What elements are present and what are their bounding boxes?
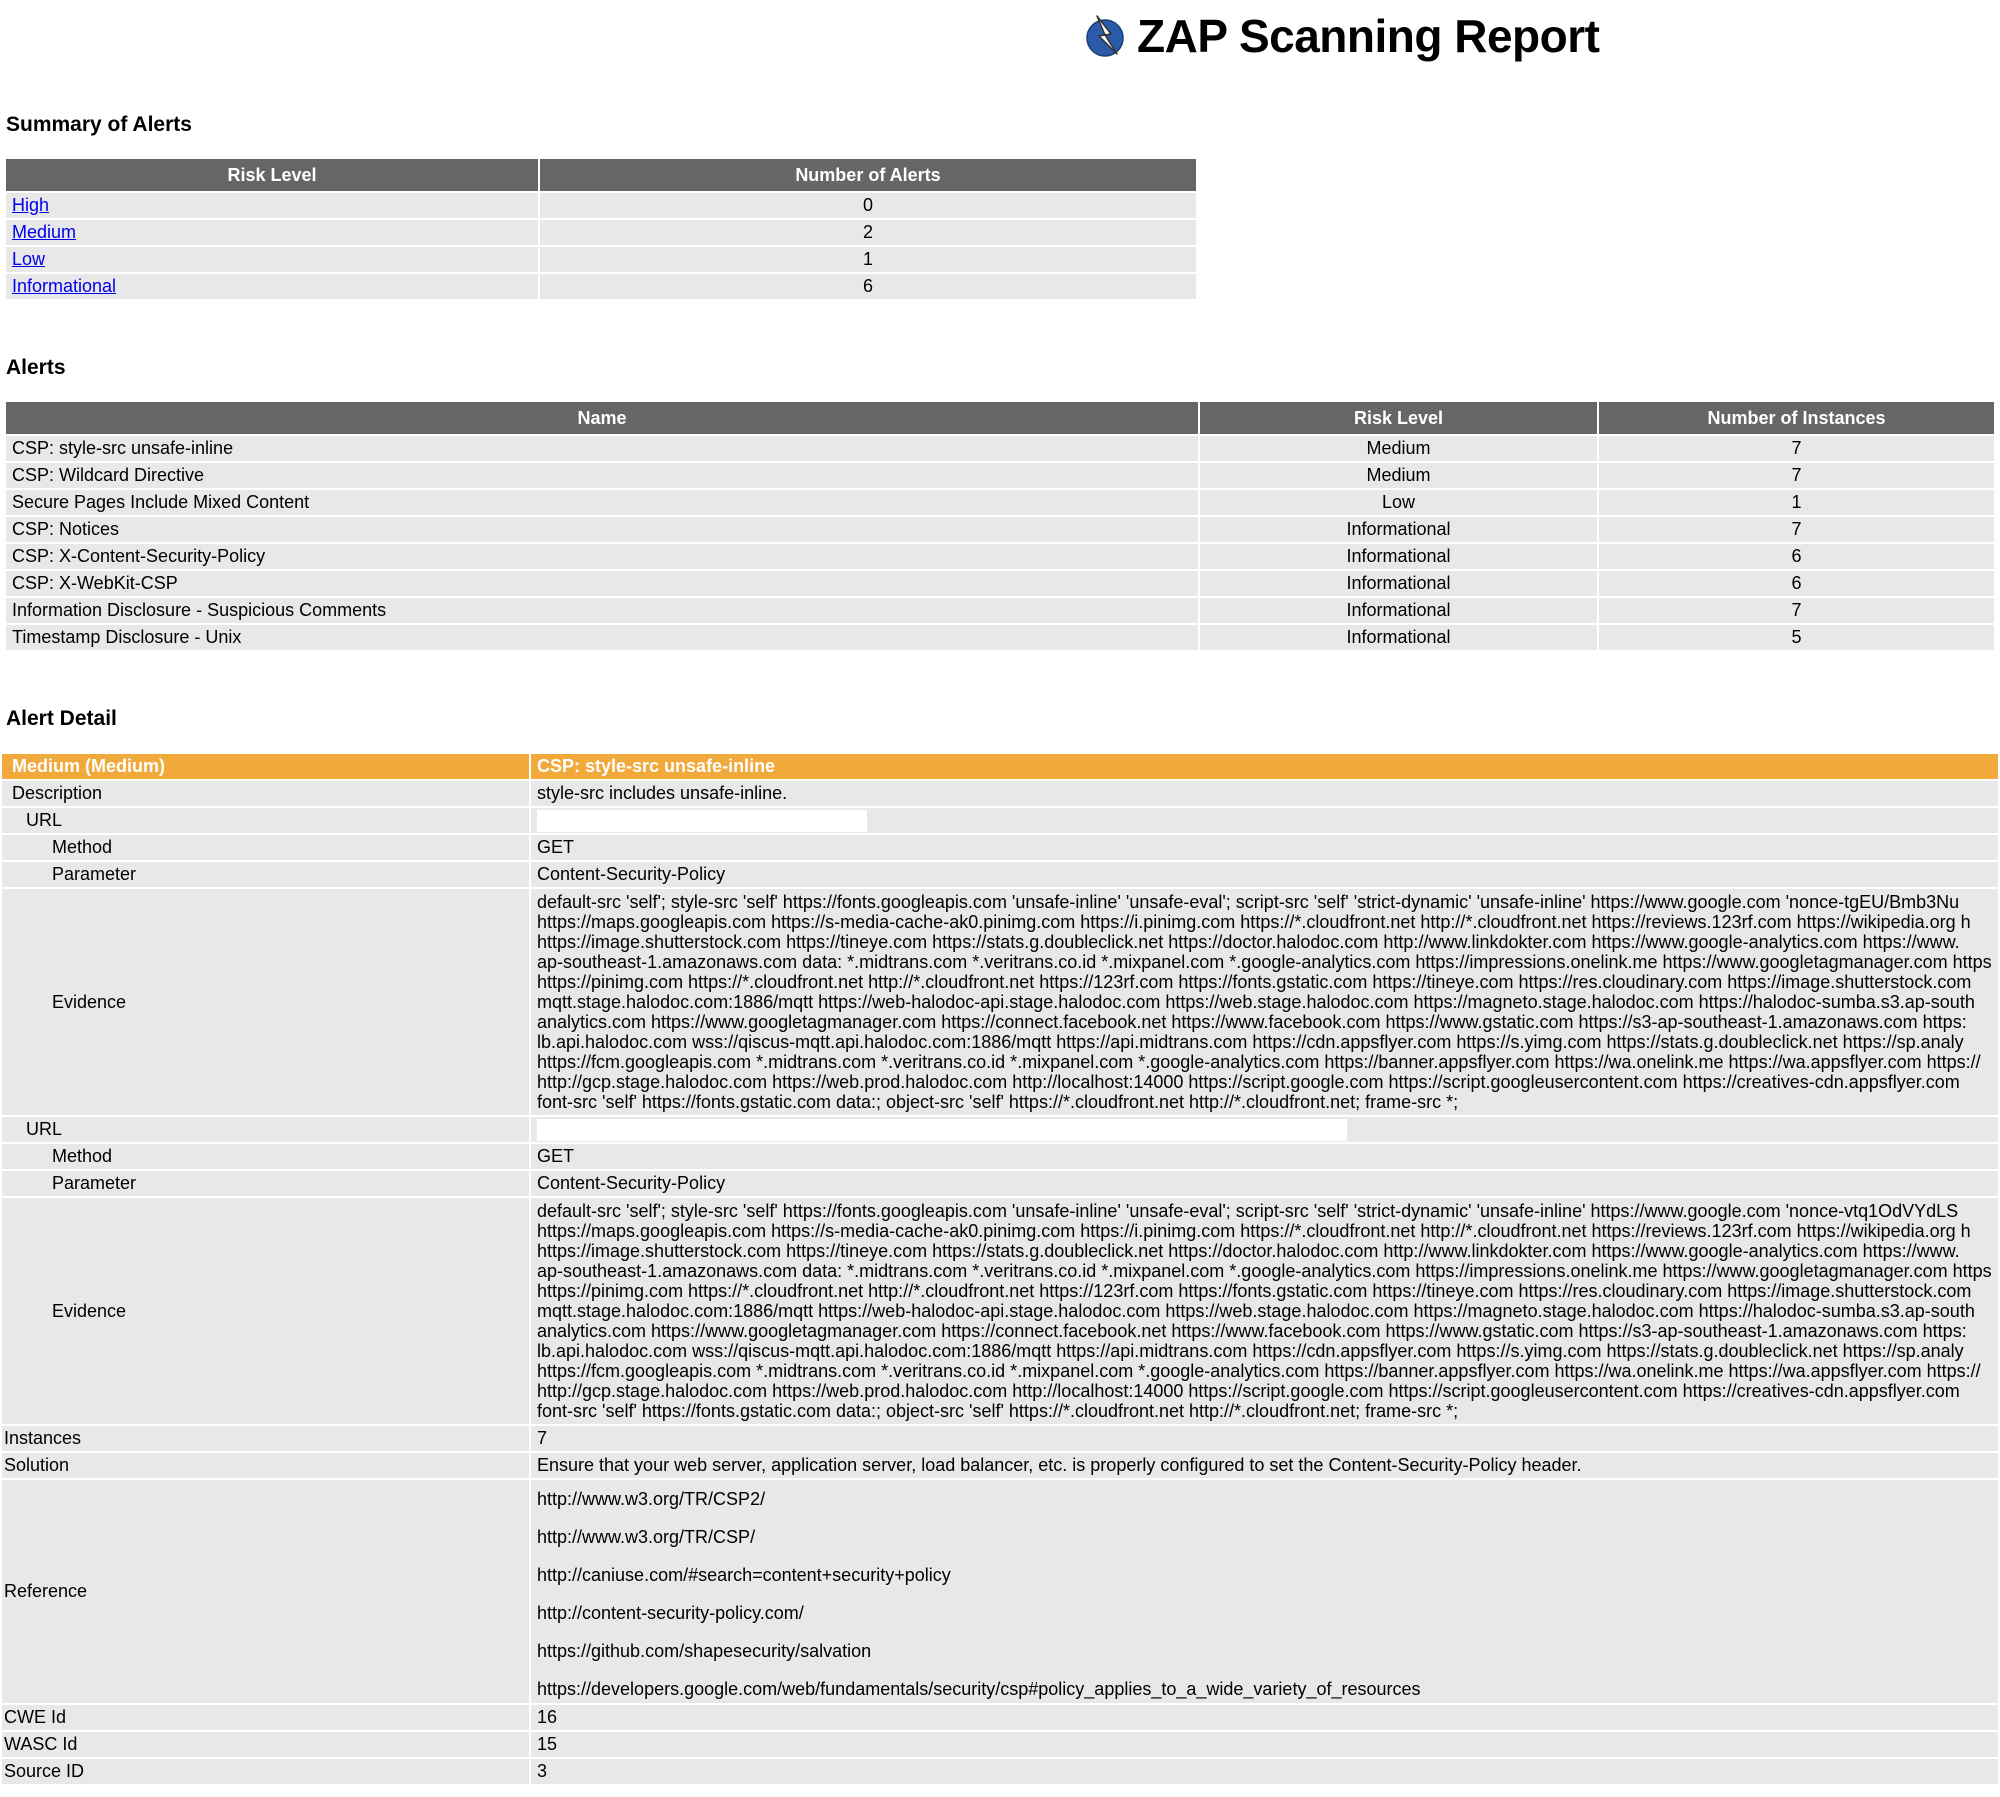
table-row	[2, 808, 1998, 833]
table-row	[2, 835, 1998, 860]
reference-label: Reference	[2, 1480, 529, 1703]
alert-count: 0	[540, 193, 1196, 218]
alert-name-cell: CSP: Wildcard Directive	[6, 463, 1198, 488]
alert-risk-cell: Informational	[1200, 517, 1597, 542]
table-row	[6, 571, 1994, 596]
risk-link-informational[interactable]: Informational	[12, 276, 117, 296]
alert-instances-cell: 7	[1599, 598, 1994, 623]
wasc-id-label: WASC Id	[2, 1732, 529, 1757]
evidence-line: analytics.com https://www.googletagmanager.com https://connect.facebook.net https://www.facebook.com https://www.gstatic.com https://s3-ap-southeast-1.amazonaws.com https:	[537, 1321, 1967, 1341]
table-row	[2, 1732, 1998, 1757]
alert-risk-cell: Medium	[1200, 436, 1597, 461]
evidence-line: default-src 'self'; style-src 'self' https://fonts.googleapis.com 'unsafe-inline' 'unsafe-eval'; script-src 'self' 'strict-dynamic' 'unsafe-inline' https://www.google.com 'nonce-vtq1OdVYdLS	[537, 1201, 1959, 1221]
redacted-url-block	[537, 810, 867, 832]
column-header-number-of-instances: Number of Instances	[1599, 402, 1994, 434]
column-header-risk-level: Risk Level	[1200, 402, 1597, 434]
reference-link[interactable]: http://caniuse.com/#search=content+security+policy	[537, 1565, 951, 1585]
method-label: Method	[2, 1144, 529, 1169]
table-row	[6, 625, 1994, 650]
evidence-line: https://fcm.googleapis.com *.midtrans.com *.veritrans.co.id *.mixpanel.com *.google-analytics.com https://banner.appsflyer.com https://wa.onelink.me https://wa.appsflyer.com https://	[537, 1052, 1981, 1072]
evidence-line: mqtt.stage.halodoc.com:1886/mqtt https://web-halodoc-api.stage.halodoc.com https://web.stage.halodoc.com https://magneto.stage.halodoc.com https://halodoc-sumba.s3.ap-south	[537, 992, 1975, 1012]
table-row	[2, 1144, 1998, 1169]
alert-detail-table	[0, 752, 2000, 1786]
reference-link[interactable]: http://www.w3.org/TR/CSP/	[537, 1527, 756, 1547]
table-row	[2, 1480, 1998, 1703]
alert-instances-cell: 7	[1599, 436, 1994, 461]
url-label: URL	[2, 808, 529, 833]
risk-link-high[interactable]: High	[12, 195, 50, 215]
zap-lightning-logo-icon	[1083, 14, 1127, 58]
table-row	[2, 1453, 1998, 1478]
alert-count: 2	[540, 220, 1196, 245]
table-row	[6, 274, 1196, 299]
url-value-redacted	[531, 808, 1998, 833]
alert-name-label: CSP: style-src unsafe-inline	[531, 754, 1998, 779]
alert-instances-cell: 1	[1599, 490, 1994, 515]
evidence-line: lb.api.halodoc.com wss://qiscus-mqtt.api.halodoc.com:1886/mqtt https://api.midtrans.com https://cdn.appsflyer.com https://s.yimg.com https://stats.g.doubleclick.net https://sp.analy	[537, 1032, 1964, 1052]
instances-label: Instances	[2, 1426, 529, 1451]
evidence-line: analytics.com https://www.googletagmanager.com https://connect.facebook.net https://www.facebook.com https://www.gstatic.com https://s3-ap-southeast-1.amazonaws.com https:	[537, 1012, 1967, 1032]
table-row	[2, 1426, 1998, 1451]
method-value: GET	[531, 835, 1998, 860]
report-header	[1083, 6, 1599, 66]
alert-detail-header-row	[2, 754, 1998, 779]
alerts-heading: Alerts	[6, 356, 66, 379]
column-header-risk-level: Risk Level	[6, 159, 538, 191]
reference-link[interactable]: https://github.com/shapesecurity/salvation	[537, 1641, 872, 1661]
alert-detail-heading: Alert Detail	[6, 707, 117, 730]
evidence-line: http://gcp.stage.halodoc.com https://web.prod.halodoc.com http://localhost:14000 https://script.google.com https://script.googleusercontent.com https://creatives-cdn.appsflyer.com	[537, 1381, 1960, 1401]
parameter-label: Parameter	[2, 862, 529, 887]
method-label: Method	[2, 835, 529, 860]
table-row	[6, 193, 1196, 218]
alert-name-cell: CSP: Notices	[6, 517, 1198, 542]
description-label: Description	[2, 781, 529, 806]
table-row	[2, 1705, 1998, 1730]
alert-risk-cell: Informational	[1200, 544, 1597, 569]
alert-name-cell: Secure Pages Include Mixed Content	[6, 490, 1198, 515]
evidence-label: Evidence	[2, 1198, 529, 1424]
source-id-value: 3	[531, 1759, 1998, 1784]
alert-risk-cell: Low	[1200, 490, 1597, 515]
report-title: ZAP Scanning Report	[1137, 10, 1600, 62]
alert-name-cell: CSP: style-src unsafe-inline	[6, 436, 1198, 461]
table-row	[6, 517, 1994, 542]
parameter-value: Content-Security-Policy	[531, 1171, 1998, 1196]
alerts-table	[4, 400, 1996, 652]
alert-instances-cell: 5	[1599, 625, 1994, 650]
instances-value: 7	[531, 1426, 1998, 1451]
risk-link-low[interactable]: Low	[12, 249, 46, 269]
method-value: GET	[531, 1144, 1998, 1169]
table-row	[6, 247, 1196, 272]
table-row	[2, 1117, 1998, 1142]
summary-table	[4, 157, 1198, 301]
alert-risk-cell: Informational	[1200, 571, 1597, 596]
url-value-redacted	[531, 1117, 1998, 1142]
evidence-line: https://maps.googleapis.com https://s-media-cache-ak0.pinimg.com https://i.pinimg.com https://*.cloudfront.net http://*.cloudfront.net https://reviews.123rf.com https://wikipedia.org h	[537, 1221, 1971, 1241]
risk-link-medium[interactable]: Medium	[12, 222, 77, 242]
evidence-line: https://image.shutterstock.com https://tineye.com https://stats.g.doubleclick.net https://doctor.halodoc.com http://www.linkdokter.com https://www.google-analytics.com https://www.	[537, 932, 1960, 952]
column-header-name: Name	[6, 402, 1198, 434]
alert-instances-cell: 6	[1599, 544, 1994, 569]
evidence-line: https://pinimg.com https://*.cloudfront.net http://*.cloudfront.net https://123rf.com https://fonts.gstatic.com https://tineye.com https://res.cloudinary.com https://image.shutterstock.com	[537, 1281, 1972, 1301]
evidence-line: ap-southeast-1.amazonaws.com data: *.midtrans.com *.veritrans.co.id *.mixpanel.com *.google-analytics.com https://impressions.onelink.me https://www.googletagmanager.com https	[537, 952, 1992, 972]
table-row	[2, 781, 1998, 806]
evidence-line: ap-southeast-1.amazonaws.com data: *.midtrans.com *.veritrans.co.id *.mixpanel.com *.google-analytics.com https://impressions.onelink.me https://www.googletagmanager.com https	[537, 1261, 1992, 1281]
cwe-id-value: 16	[531, 1705, 1998, 1730]
alert-count: 6	[540, 274, 1196, 299]
alert-risk-cell: Medium	[1200, 463, 1597, 488]
redacted-url-block	[537, 1119, 1347, 1141]
solution-value: Ensure that your web server, application server, load balancer, etc. is properly configured to set the Content-Security-Policy header.	[531, 1453, 1998, 1478]
evidence-line: default-src 'self'; style-src 'self' https://fonts.googleapis.com 'unsafe-inline' 'unsafe-eval'; script-src 'self' 'strict-dynamic' 'unsafe-inline' https://www.google.com 'nonce-tgEU/Bmb3Nu	[537, 892, 1960, 912]
table-row	[6, 544, 1994, 569]
alert-name-cell: Information Disclosure - Suspicious Comments	[6, 598, 1198, 623]
summary-heading: Summary of Alerts	[6, 113, 192, 136]
parameter-value: Content-Security-Policy	[531, 862, 1998, 887]
table-row	[6, 220, 1196, 245]
column-header-number-of-alerts: Number of Alerts	[540, 159, 1196, 191]
alert-count: 1	[540, 247, 1196, 272]
alert-name-cell: CSP: X-WebKit-CSP	[6, 571, 1198, 596]
evidence-value	[531, 1198, 1998, 1424]
table-row	[6, 490, 1994, 515]
alert-risk-cell: Informational	[1200, 625, 1597, 650]
evidence-line: https://image.shutterstock.com https://tineye.com https://stats.g.doubleclick.net https://doctor.halodoc.com http://www.linkdokter.com https://www.google-analytics.com https://www.	[537, 1241, 1960, 1261]
alert-name-cell: CSP: X-Content-Security-Policy	[6, 544, 1198, 569]
evidence-line: https://maps.googleapis.com https://s-media-cache-ak0.pinimg.com https://i.pinimg.com https://*.cloudfront.net http://*.cloudfront.net https://reviews.123rf.com https://wikipedia.org h	[537, 912, 1971, 932]
wasc-id-value: 15	[531, 1732, 1998, 1757]
alert-risk-cell: Informational	[1200, 598, 1597, 623]
table-row	[2, 1171, 1998, 1196]
alert-instances-cell: 7	[1599, 517, 1994, 542]
cwe-id-label: CWE Id	[2, 1705, 529, 1730]
reference-link[interactable]: http://content-security-policy.com/	[537, 1603, 804, 1623]
alert-instances-cell: 6	[1599, 571, 1994, 596]
evidence-label: Evidence	[2, 889, 529, 1115]
parameter-label: Parameter	[2, 1171, 529, 1196]
table-row	[6, 463, 1994, 488]
table-row	[2, 889, 1998, 1115]
description-value: style-src includes unsafe-inline.	[531, 781, 1998, 806]
evidence-line: http://gcp.stage.halodoc.com https://web.prod.halodoc.com http://localhost:14000 https://script.google.com https://script.googleusercontent.com https://creatives-cdn.appsflyer.com	[537, 1072, 1960, 1092]
url-label: URL	[2, 1117, 529, 1142]
evidence-line: lb.api.halodoc.com wss://qiscus-mqtt.api.halodoc.com:1886/mqtt https://api.midtrans.com https://cdn.appsflyer.com https://s.yimg.com https://stats.g.doubleclick.net https://sp.analy	[537, 1341, 1964, 1361]
solution-label: Solution	[2, 1453, 529, 1478]
reference-list	[531, 1480, 1998, 1703]
alert-name-cell: Timestamp Disclosure - Unix	[6, 625, 1198, 650]
table-row	[2, 1198, 1998, 1424]
source-id-label: Source ID	[2, 1759, 529, 1784]
evidence-line: font-src 'self' https://fonts.gstatic.com data:; object-src 'self' https://*.cloudfront.net http://*.cloudfront.net; frame-src *;	[537, 1092, 1459, 1112]
evidence-line: https://fcm.googleapis.com *.midtrans.com *.veritrans.co.id *.mixpanel.com *.google-analytics.com https://banner.appsflyer.com https://wa.onelink.me https://wa.appsflyer.com https://	[537, 1361, 1981, 1381]
evidence-line: font-src 'self' https://fonts.gstatic.com data:; object-src 'self' https://*.cloudfront.net http://*.cloudfront.net; frame-src *;	[537, 1401, 1459, 1421]
table-row	[2, 1759, 1998, 1784]
table-row	[6, 436, 1994, 461]
evidence-line: https://pinimg.com https://*.cloudfront.net http://*.cloudfront.net https://123rf.com https://fonts.gstatic.com https://tineye.com https://res.cloudinary.com https://image.shutterstock.com	[537, 972, 1972, 992]
table-row	[2, 862, 1998, 887]
evidence-line: mqtt.stage.halodoc.com:1886/mqtt https://web-halodoc-api.stage.halodoc.com https://web.stage.halodoc.com https://magneto.stage.halodoc.com https://halodoc-sumba.s3.ap-south	[537, 1301, 1975, 1321]
reference-link[interactable]: http://www.w3.org/TR/CSP2/	[537, 1489, 766, 1509]
table-row	[6, 598, 1994, 623]
alert-instances-cell: 7	[1599, 463, 1994, 488]
alert-risk-label: Medium (Medium)	[2, 754, 529, 779]
evidence-value	[531, 889, 1998, 1115]
reference-link[interactable]: https://developers.google.com/web/fundamentals/security/csp#policy_applies_to_a_wide_variety_of_resources	[537, 1679, 1421, 1699]
